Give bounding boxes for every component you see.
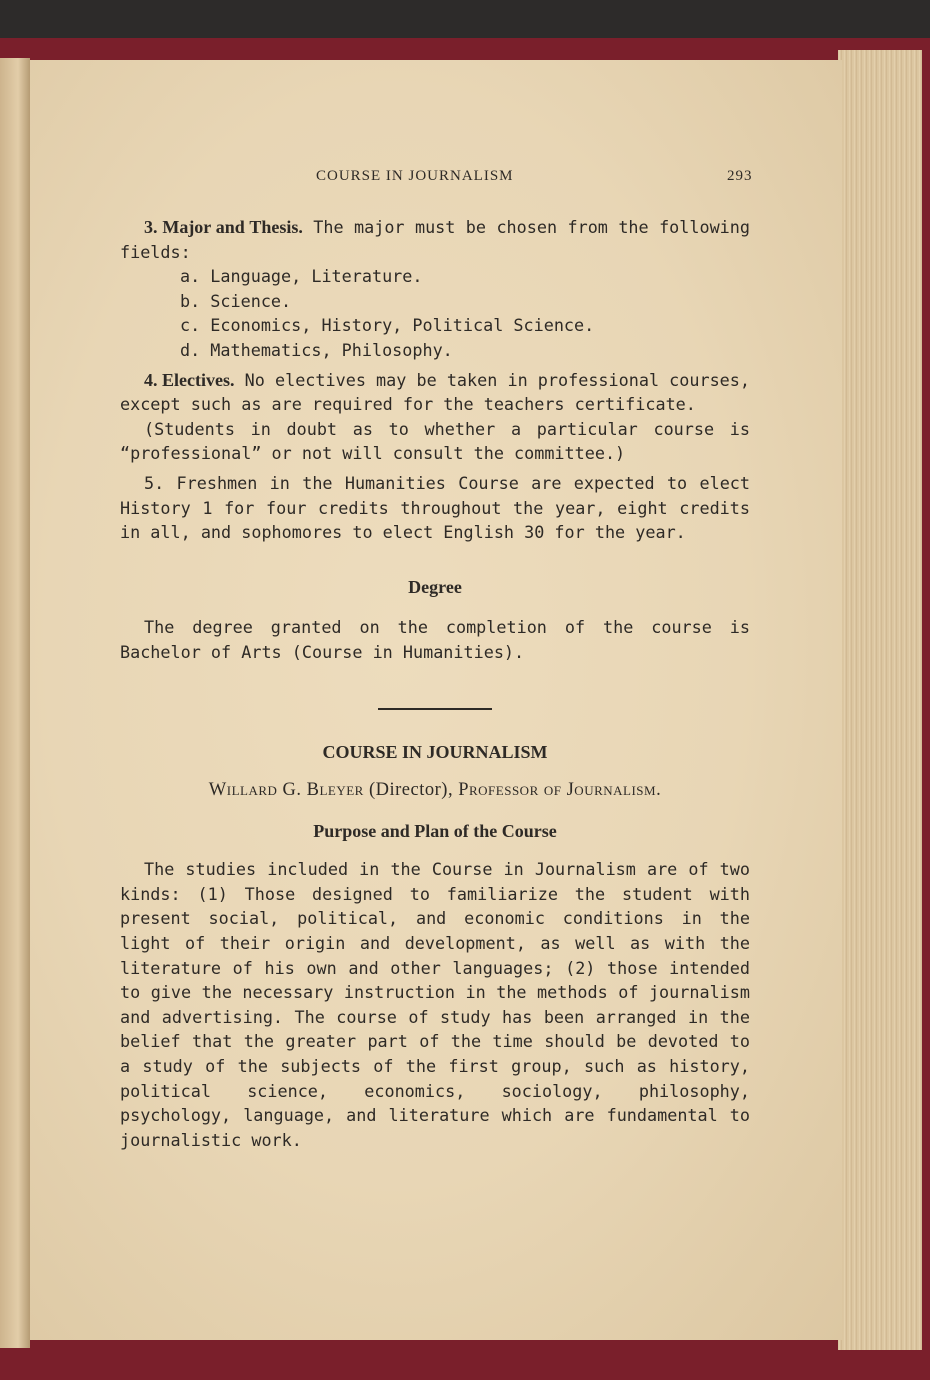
section-4-label: 4. Electives. <box>144 369 235 390</box>
section-3-label: 3. Major and Thesis. <box>144 217 303 237</box>
degree-heading: Degree <box>408 576 462 597</box>
facing-page-edge <box>0 58 30 1348</box>
section-3-major-thesis <box>120 215 750 264</box>
book-page <box>30 60 842 1340</box>
page-content <box>120 215 750 1152</box>
running-head <box>30 168 842 192</box>
purpose-paragraph: The studies included in the Course in Journalism are of two kinds: (1) Those designed to familiarize the student with present social, political, and economic conditions in the light of their origin and development, as well as with the literature of his own and other languages; (2) those intended to give the necessary instruction in the methods of journalism and advertising. The course of study has been arranged in the belief that the greater part of the time should be devoted to a study of the subjects of the first group, such as history, political science, economics, sociology, philosophy, psychology, language, and literature which are fundamental to journalistic work. <box>120 859 750 1150</box>
section-3-text: The major must be chosen from the following fields: <box>120 217 750 262</box>
list-item: a. Language, Literature. <box>180 266 423 287</box>
section-4-text: No electives may be taken in professional courses, except such as are required for the teachers certificate. <box>120 369 750 415</box>
byline <box>120 778 750 803</box>
list-item: c. Economics, History, Political Science. <box>180 315 595 336</box>
list-item: d. Mathematics, Philosophy. <box>180 339 453 360</box>
degree-text: The degree granted on the completion of the course is Bachelor of Arts (Course in Humanities). <box>120 617 750 662</box>
journalism-heading: COURSE IN JOURNALISM <box>322 741 548 762</box>
director-title: Professor of Journalism. <box>458 780 662 801</box>
list-item: b. Science. <box>180 290 292 311</box>
director-role: (Director), <box>368 780 454 801</box>
fields-list <box>120 264 750 362</box>
director-name: Willard G. Bleyer <box>208 780 364 801</box>
section-5-freshmen: 5. Freshmen in the Humanities Course are expected to elect History 1 for four credits throughout the year, eight credits in all, and sophomores to elect English 30 for the year. <box>120 472 750 543</box>
page-number: 293 <box>727 168 753 184</box>
running-title: COURSE IN JOURNALISM <box>316 168 514 184</box>
section-4-electives <box>120 368 750 417</box>
purpose-subheading: Purpose and Plan of the Course <box>313 820 557 841</box>
page-edges <box>838 50 922 1350</box>
section-4-note: (Students in doubt as to whether a particular course is “professional” or not will consult the committee.) <box>120 418 750 464</box>
